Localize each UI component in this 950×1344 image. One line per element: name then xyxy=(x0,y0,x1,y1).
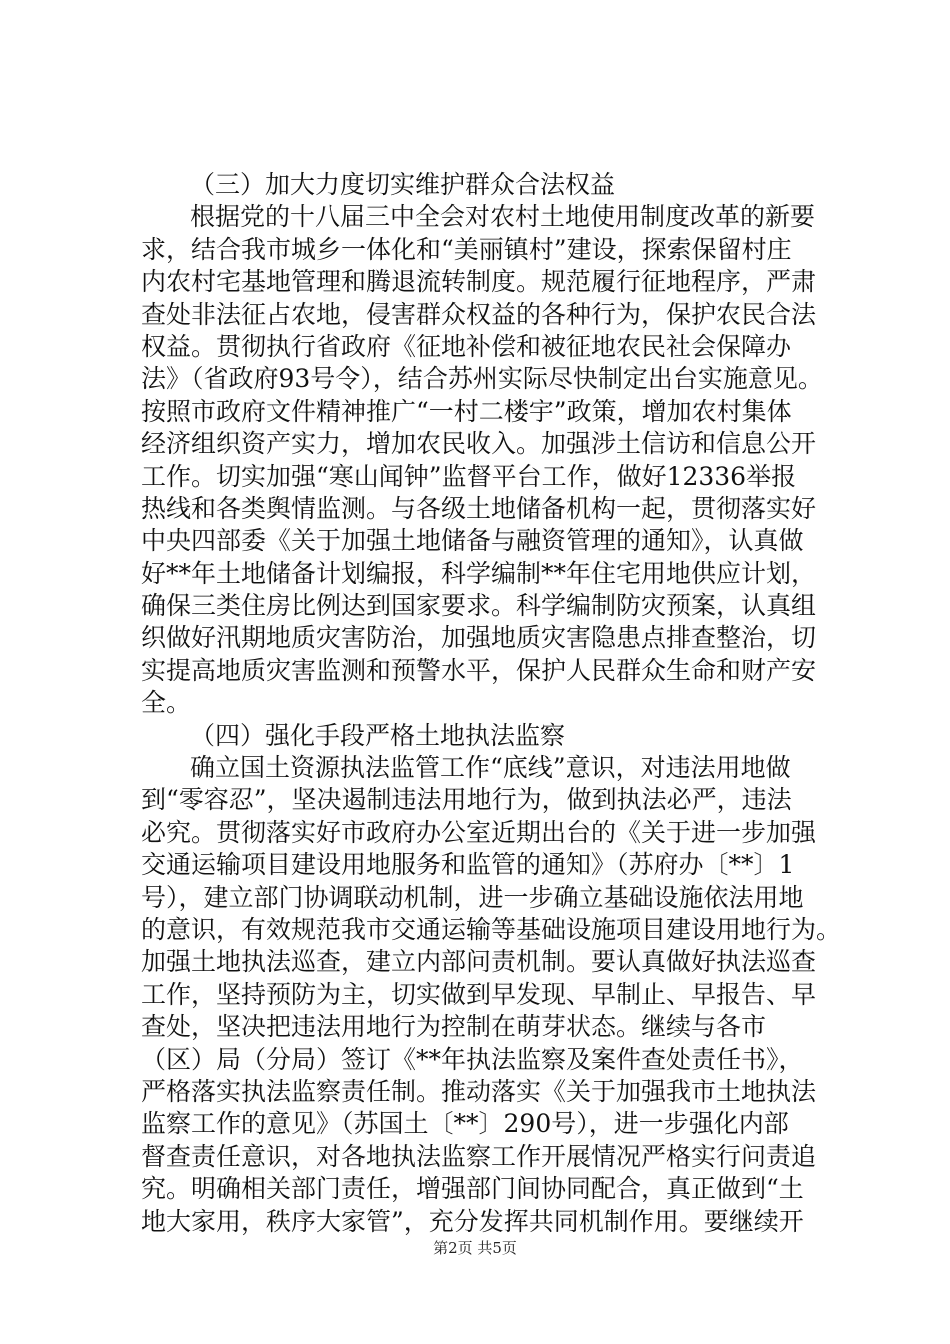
text-line: 确保三类住房比例达到国家要求。科学编制防灾预案，认真组 xyxy=(141,591,817,621)
text-line: 按照市政府文件精神推广“一村二楼宇”政策，增加农村集体 xyxy=(141,396,792,426)
text-line: 好**年土地储备计划编报，科学编制**年住宅用地供应计划， xyxy=(141,558,817,588)
text-line: 经济组织资产实力，增加农民收入。加强涉土信访和信息公开 xyxy=(141,429,817,459)
text-line: 热线和各类舆情监测。与各级土地储备机构一起，贯彻落实好 xyxy=(141,493,817,523)
text-line: （区）局（分局）签订《**年执法监察及案件查处责任书》， xyxy=(141,1044,804,1074)
text-line: 确立国土资源执法监管工作“底线”意识，对违法用地做 xyxy=(190,753,791,783)
text-line: 内农村宅基地管理和腾退流转制度。规范履行征地程序，严肃 xyxy=(141,267,817,297)
text-line: 法》（省政府93号令），结合苏州实际尽快制定出台实施意见。 xyxy=(141,364,823,394)
page-footer: 第2页 共5页 xyxy=(433,1239,517,1257)
text-line: 监察工作的意见》（苏国土〔**〕290号），进一步强化内部 xyxy=(141,1109,789,1139)
text-line: 查处非法征占农地，侵害群众权益的各种行为，保护农民合法 xyxy=(141,299,817,329)
text-line: 实提高地质灾害监测和预警水平，保护人民群众生命和财产安 xyxy=(141,655,817,685)
section-heading: （四）强化手段严格土地执法监察 xyxy=(190,720,566,750)
text-line: 权益。贯彻执行省政府《征地补偿和被征地农民社会保障办 xyxy=(141,331,792,361)
text-line: （三）加大力度切实维护群众合法权益 xyxy=(190,170,616,199)
document-body xyxy=(141,169,841,1238)
text-line: 严格落实执法监察责任制。推动落实《关于加强我市土地执法 xyxy=(141,1076,817,1106)
text-line: 究。明确相关部门责任，增强部门间协同配合，真正做到“土 xyxy=(141,1174,804,1204)
text-line: 全。 xyxy=(141,688,192,718)
text-line: 地大家用，秩序大家管”，充分发挥共同机制作用。要继续开 xyxy=(141,1206,804,1236)
text-line: 工作。切实加强“寒山闻钟”监督平台工作，做好12336举报 xyxy=(141,461,797,491)
text-line: 交通运输项目建设用地服务和监管的通知》（苏府办〔**〕1 xyxy=(141,850,795,880)
text-line: 查处，坚决把违法用地行为控制在萌芽状态。继续与各市 xyxy=(141,1012,767,1042)
text-line: 号），建立部门协调联动机制，进一步确立基础设施依法用地 xyxy=(141,882,804,912)
text-line: 督查责任意识，对各地执法监察工作开展情况严格实行问责追 xyxy=(141,1141,817,1171)
text-line: 求，结合我市城乡一体化和“美丽镇村”建设，探索保留村庄 xyxy=(141,234,792,264)
text-line: 加强土地执法巡查，建立内部问责机制。要认真做好执法巡查 xyxy=(141,947,817,977)
text-line: 织做好汛期地质灾害防治，加强地质灾害隐患点排查整治，切 xyxy=(141,623,817,653)
text-line: 工作，坚持预防为主，切实做到早发现、早制止、早报告、早 xyxy=(141,979,817,1009)
text-line: 根据党的十八届三中全会对农村土地使用制度改革的新要 xyxy=(190,202,816,232)
text-line: 的意识，有效规范我市交通运输等基础设施项目建设用地行为。 xyxy=(141,914,842,944)
text-line: 中央四部委《关于加强土地储备与融资管理的通知》，认真做 xyxy=(141,526,804,556)
text-line: 必究。贯彻落实好市政府办公室近期出台的《关于进一步加强 xyxy=(141,817,817,847)
text-line: 到“零容忍”，坚决遏制违法用地行为，做到执法必严，违法 xyxy=(141,785,792,815)
